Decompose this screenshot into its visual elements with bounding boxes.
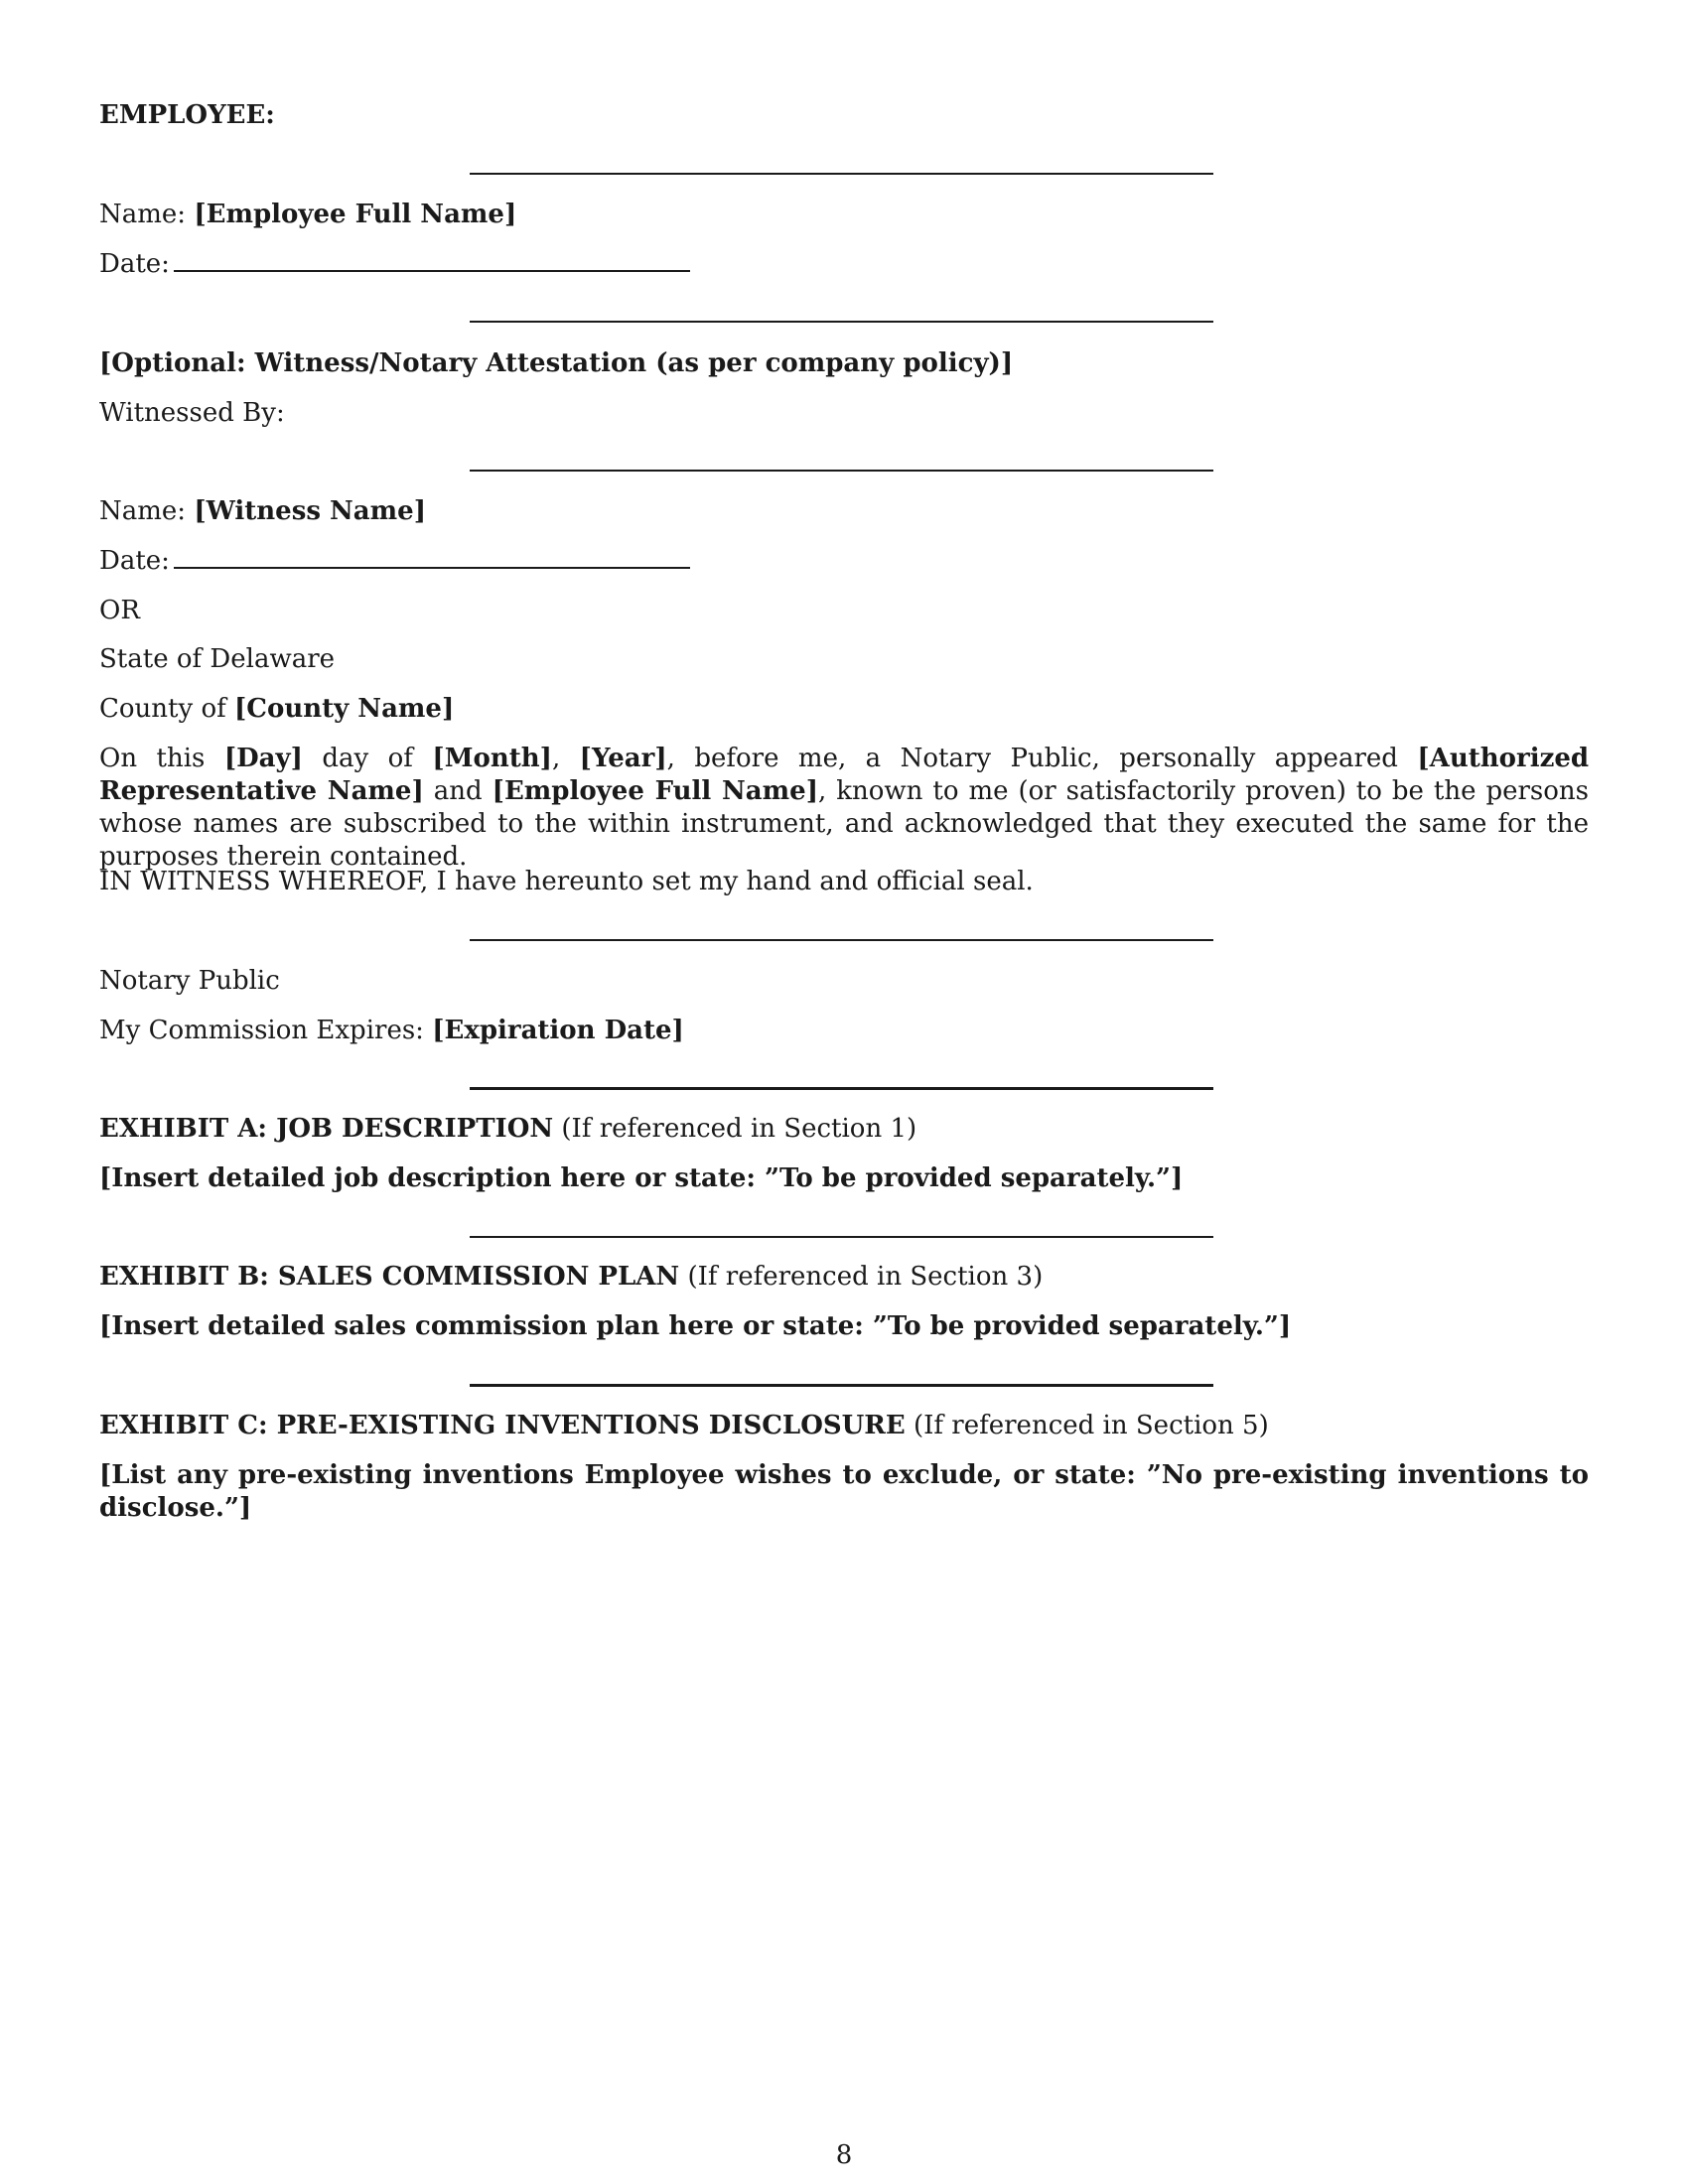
exhibit-a-body: [Insert detailed job description here or state: ”To be provided separately.”] (99, 1163, 1184, 1193)
county-value: [County Name] (233, 694, 455, 724)
exhibit-a-heading (99, 1113, 916, 1145)
commission-value: [Expiration Date] (432, 1016, 684, 1045)
witness-date-label: Date: (99, 546, 170, 576)
para-text: , (551, 744, 561, 773)
section-separator (470, 1236, 1213, 1238)
employee-name-field: [Employee Full Name] (492, 776, 819, 806)
section-separator (470, 1384, 1213, 1387)
exhibit-title: EXHIBIT A: JOB DESCRIPTION (99, 1114, 554, 1144)
witness-name-label: Name: (99, 496, 187, 526)
exhibit-note: (If referenced in Section 1) (561, 1114, 917, 1144)
exhibit-note: (If referenced in Section 5) (914, 1411, 1269, 1440)
witness-name-row (99, 495, 426, 527)
month-field: [Month] (432, 744, 552, 773)
para-text: On this (99, 744, 206, 773)
employee-heading: EMPLOYEE: (99, 100, 275, 130)
witness-date-row (99, 545, 690, 577)
exhibit-b-body: [Insert detailed sales commission plan here or state: ”To be provided separately.”] (99, 1311, 1292, 1341)
witness-date-line (174, 567, 690, 569)
witness-heading: [Optional: Witness/Notary Attestation (as per company policy)] (99, 348, 1014, 378)
year-field: [Year] (579, 744, 667, 773)
page-number: 8 (835, 2140, 853, 2170)
commission-row (99, 1015, 684, 1046)
county-label: County of (99, 694, 226, 724)
notary-signature-line (470, 939, 1213, 941)
employee-date-row (99, 248, 690, 280)
employee-name-label: Name: (99, 200, 187, 229)
authorized-rep-field: [Authorized Representative Name] (99, 744, 1590, 806)
employee-date-line (174, 270, 690, 272)
exhibit-title: EXHIBIT B: SALES COMMISSION PLAN (99, 1262, 680, 1292)
employee-date-label: Date: (99, 249, 170, 279)
employee-name-value: [Employee Full Name] (194, 200, 517, 229)
employee-name-row (99, 199, 516, 230)
para-text: day of (322, 744, 413, 773)
commission-label: My Commission Expires: (99, 1016, 424, 1045)
signature-line (470, 321, 1213, 323)
exhibit-c-body: [List any pre-existing inventions Employee wishes to exclude, or state: ”No pre-existing inventions to disclose.”] (99, 1460, 1589, 1523)
notary-public-label: Notary Public (99, 966, 280, 996)
exhibit-title: EXHIBIT C: PRE-EXISTING INVENTIONS DISCLOSURE (99, 1411, 906, 1440)
exhibit-b-heading (99, 1261, 1043, 1293)
or-text: OR (99, 596, 140, 625)
para-text: and (433, 776, 483, 806)
witnessed-by-label: Witnessed By: (99, 398, 285, 428)
witness-whereof-text: IN WITNESS WHEREOF, I have hereunto set my hand and official seal. (99, 867, 1034, 896)
witness-signature-line (470, 470, 1213, 472)
day-field: [Day] (223, 744, 303, 773)
exhibit-c-heading (99, 1410, 1269, 1441)
exhibit-note: (If referenced in Section 3) (687, 1262, 1044, 1292)
county-row (99, 693, 454, 725)
witness-name-value: [Witness Name] (194, 496, 426, 526)
state-text: State of Delaware (99, 644, 336, 674)
para-text: , before me, a Notary Public, personally appeared (666, 744, 1398, 773)
section-separator (470, 1087, 1213, 1090)
notary-paragraph (99, 743, 1589, 874)
para-text: , known to me (or satisfactorily proven) to be the persons whose names are subscribed to the within instrument, and acknowledged that they executed the same for the purposes therein contained. (99, 776, 1589, 872)
employee-signature-line (470, 173, 1213, 175)
